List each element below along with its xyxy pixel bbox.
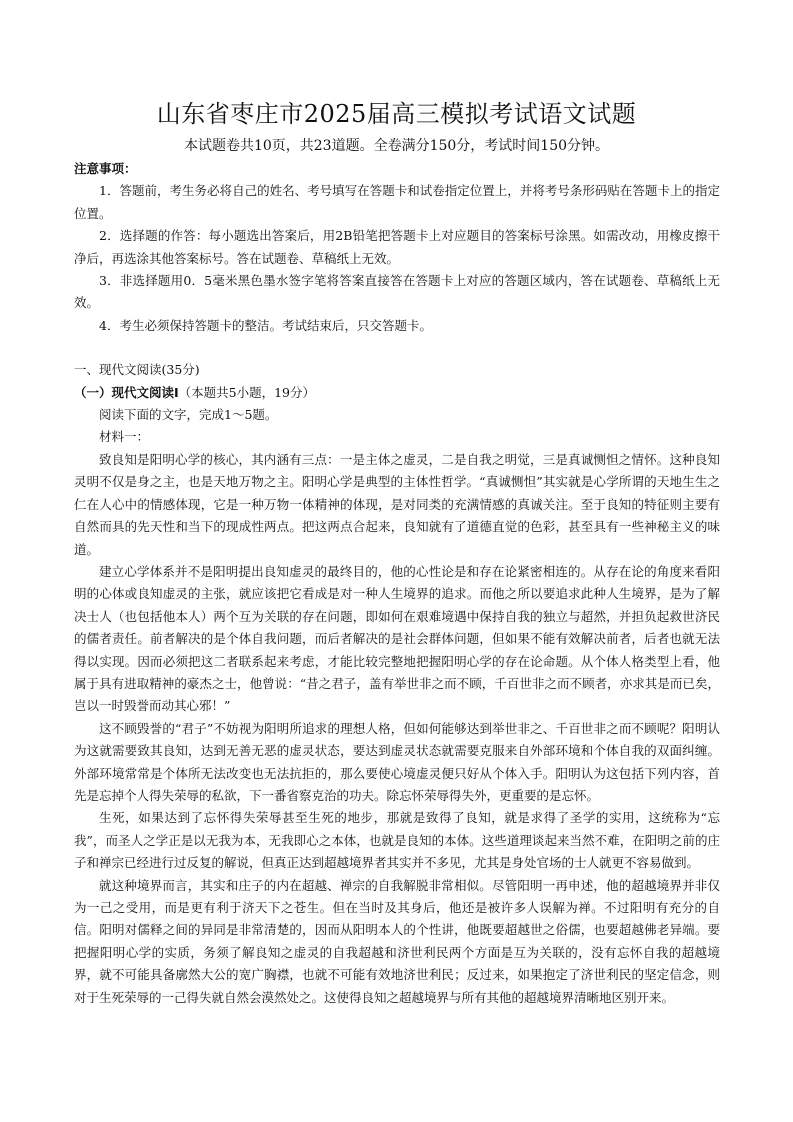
- notice-heading: 注意事项：: [74, 161, 137, 176]
- sub-section-heading-bold: （一）现代文阅读Ⅰ: [74, 384, 179, 400]
- material-label: 材料一：: [99, 429, 150, 445]
- material-paragraph-3: 这不顾毁誉的“君子”不妨视为阳明所追求的理想人格，但如何能够达到举世非之、千百世非之而不顾呢？阳明认为这就需要致其良知，达到无善无恶的虚灵状态，要达到虚灵状态就需要克服来自外部环境和个体自我的双面纠缠。外部环境常常是个体所无法改变也无法抗拒的，那么要使心境虚灵便只好从个体入手。阳明认为这包括下列内容，首先是忘掉个人得失荣辱的私欲，下一番省察克治的功夫。除忘怀荣辱得失外，更重要的是忘怀。: [74, 720, 720, 803]
- exam-title: 山东省枣庄市2025届高三模拟考试语文试题: [156, 100, 637, 128]
- material-paragraph-4: 生死，如果达到了忘怀得失荣辱甚至生死的地步，那就是致得了良知，就是求得了圣学的实用，这统称为“忘我”，而圣人之学正是以无我为本，无我即心之本体，也就是良知的本体。这些道理谈起来当然不难，在阳明之前的庄子和禅宗已经进行过反复的解说，但真正达到超越境界者其实并不多见，尤其是身处官场的士人就更不容易做到。: [74, 810, 720, 871]
- reading-instruction: 阅读下面的文字，完成1～5题。: [99, 407, 278, 423]
- notice-item-4: 4．考生必须保持答题卡的整洁。考试结束后，只交答题卡。: [99, 317, 432, 333]
- sub-section-heading: [74, 382, 720, 404]
- exam-subtitle: 本试题卷共10页，共23道题。全卷满分150分，考试时间150分钟。: [183, 138, 610, 154]
- material-paragraph-2: 建立心学体系并不是阳明提出良知虚灵的最终目的，他的心性论是和存在论紧密相连的。从存在论的角度来看阳明的心体或良知虚灵的主张，就应该把它看成是对一种人生境界的追求。而他之所以要追求此种人生境界，是为了解决士人（也包括他本人）两个互为关联的存在问题，即如何在艰难境遇中保持自我的独立与超然，并担负起救世济民的儒者责任。前者解决的是个体自我问题，而后者解决的是社会群体问题，但如果不能有效解决前者，后者也就无法得以实现。因而必须把这二者联系起来考虑，才能比较完整地把握阳明心学的存在论命题。从个体人格类型上看，他属于具有进取精神的豪杰之士，他曾说：“昔之君子，盖有举世非之而不顾，千百世非之而不顾者，亦求其是而已矣，岂以一时毁誉而动其心邪！”: [74, 563, 720, 714]
- material-paragraph-5: 就这种境界而言，其实和庄子的内在超越、禅宗的自我解脱非常相似。尽管阳明一再申述，他的超越境界并非仅为一己之受用，而是更有利于济天下之苍生。但在当时及其身后，他还是被许多人误解为禅。不过阳明有充分的自信。阳明对儒释之间的异同是非常清楚的，因而从阳明本人的个性讲，他既要超越世之俗儒，也要超越佛老异端。要把握阳明心学的实质，务须了解良知之虚灵的自我超越和济世利民两个方面是互为关联的，没有忘怀自我的超越境界，就不可能具备廓然大公的宽广胸襟，也就不可能有效地济世利民；反过来，如果抱定了济世利民的坚定信念，则对于生死荣辱的一己得失就自然会漠然处之。这使得良知之超越境界与所有其他的超越境界清晰地区别开来。: [74, 877, 720, 1005]
- exam-body: [74, 158, 720, 1009]
- notice-item-1: 1．答题前，考生务必将自己的姓名、考号填写在答题卡和试卷指定位置上，并将考号条形码贴在答题卡上的指定位置。: [74, 183, 720, 221]
- sub-section-heading-note: （本题共5小题，19分）: [178, 384, 316, 400]
- notice-item-3: 3．非选择题用0．5毫米黑色墨水签字笔将答案直接答在答题卡上对应的答题区域内，答在试题卷、草稿纸上无效。: [74, 273, 720, 311]
- notice-item-2: 2．选择题的作答：每小题选出答案后，用2B铅笔把答题卡上对应题目的答案标号涂黑。如需改动，用橡皮擦干净后，再选涂其他答案标号。答在试题卷、草稿纸上无效。: [74, 228, 720, 266]
- material-paragraph-1: 致良知是阳明心学的核心，其内涵有三点：一是主体之虚灵，二是自我之明觉，三是真诚恻怛之情怀。这种良知灵明不仅是身之主，也是天地万物之主。阳明心学是典型的主体性哲学。“真诚恻怛”其实就是心学所谓的天地生生之仁在人心中的情感体现，它是一种万物一体精神的体现，是对同类的充满情感的真诚关注。至于良知的特征则主要有自然而具的先天性和当下的现成性两点。把这两点合起来，良知就有了道德直觉的色彩，甚至具有一些神秘主义的味道。: [74, 451, 720, 557]
- section-heading: 一、现代文阅读(35分): [74, 362, 200, 378]
- section-gap: [74, 337, 720, 359]
